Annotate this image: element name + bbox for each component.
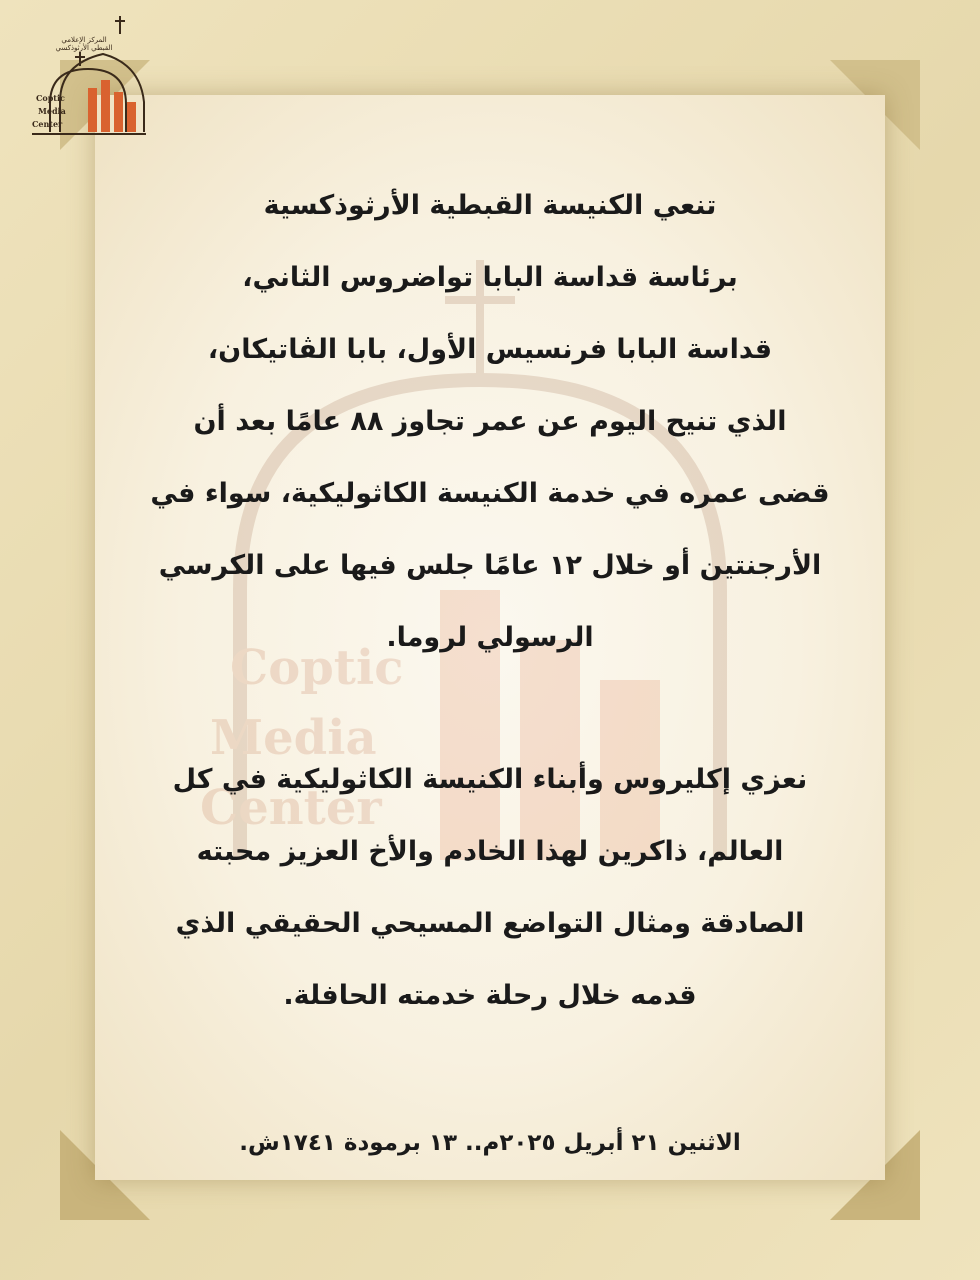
statement-line-11: قدمه خلال رحلة خدمته الحافلة.: [283, 980, 697, 1011]
church-logo-icon: [28, 14, 150, 140]
logo-english-word-2: Media: [38, 106, 66, 116]
logo-arabic-line-1: المركز الإعلامي: [61, 36, 107, 44]
logo-arabic-line-2: القبطي الأرثوذكسي: [55, 44, 113, 52]
statement-line-4: الذي تنيح اليوم عن عمر تجاوز ٨٨ عامًا بعد أن: [193, 406, 787, 437]
statement-line-5: قضى عمره في خدمة الكنيسة الكاثوليكية، سواء في: [150, 478, 830, 509]
statement-line-10: الصادقة ومثال التواضع المسيحي الحقيقي الذي: [175, 908, 805, 939]
statement-line-9: العالم، ذاكرين لهذا الخادم والأخ العزيز محبته: [196, 836, 784, 867]
logo-english-word-3: Center: [32, 119, 63, 129]
statement-line-2: برئاسة قداسة البابا تواضروس الثاني،: [242, 262, 738, 293]
statement-line-7: الرسولي لروما.: [386, 622, 594, 653]
statement-line-1: تنعي الكنيسة القبطية الأرثوذكسية: [263, 190, 717, 221]
statement-line-8: نعزي إكليروس وأبناء الكنيسة الكاثوليكية في كل: [172, 764, 808, 795]
coptic-media-center-logo: [28, 14, 150, 140]
statement-line-3: قداسة البابا فرنسيس الأول، بابا الڤاتيكان،: [207, 334, 773, 365]
statement-date: الاثنين ٢١ أبريل ٢٠٢٥م.. ١٣ برمودة ١٧٤١ش.: [239, 1130, 741, 1156]
watermark-word-1: Coptic: [230, 640, 404, 696]
watermark-word-2: Media: [210, 710, 377, 766]
condolence-statement: [140, 170, 840, 1032]
watermark-word-3: Center: [200, 780, 382, 836]
paragraph-gap: [140, 674, 840, 744]
statement-line-6: الأرجنتين أو خلال ١٢ عامًا جلس فيها على الكرسي: [158, 550, 822, 581]
logo-english-word-1: Coptic: [36, 93, 65, 103]
